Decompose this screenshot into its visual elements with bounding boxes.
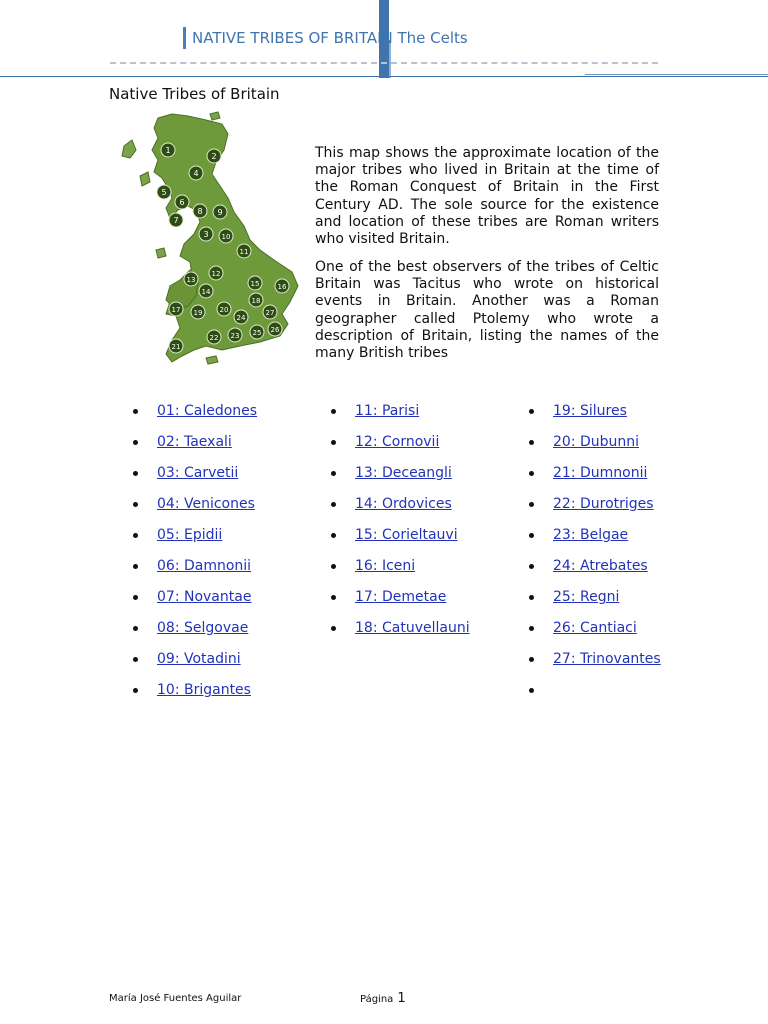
svg-text:7: 7 [173,216,179,225]
list-item [331,588,471,606]
tribe-marker [250,325,264,339]
list-item [331,495,471,513]
tribe-marker [193,204,207,218]
header-dashed-divider [110,62,658,64]
tribe-link[interactable]: 17: Demetae [355,589,447,605]
list-item [529,650,669,668]
intro-paragraph: This map shows the approximate location of the major tribes who lived in Britain at the time of the Roman Conquest of Britain in the First Century AD. The sole source for the existence and location of these tribes are Roman writers who visited Britain. [315,145,659,248]
svg-text:6: 6 [179,198,185,207]
svg-text:22: 22 [209,334,219,342]
list-item [331,464,471,482]
list-item [331,619,471,637]
tribe-marker [209,266,223,280]
svg-text:16: 16 [277,283,287,291]
tribe-link[interactable]: 19: Silures [553,403,627,419]
island-wight [206,356,218,364]
tribe-link[interactable]: 21: Dumnonii [553,465,648,481]
svg-text:8: 8 [197,207,203,216]
svg-text:27: 27 [265,309,275,317]
list-item [331,402,471,420]
tribe-marker [169,213,183,227]
list-item [133,495,273,513]
list-item [529,402,669,420]
tribe-list-column-3 [529,402,669,681]
tribe-link[interactable]: 16: Iceni [355,558,416,574]
tribe-link[interactable]: 23: Belgae [553,527,629,543]
svg-text:5: 5 [161,188,167,197]
tribe-marker [237,244,251,258]
tribe-marker [268,322,282,336]
tribe-link[interactable]: 25: Regni [553,589,620,605]
list-item [133,557,273,575]
tribe-link[interactable]: 07: Novantae [157,589,252,605]
svg-text:20: 20 [219,306,229,314]
svg-text:12: 12 [211,270,221,278]
footer-page-info [360,991,406,1006]
list-item [133,588,273,606]
svg-text:14: 14 [201,288,211,296]
tribe-link[interactable]: 24: Atrebates [553,558,648,574]
britain-tribes-map [110,110,305,368]
island-orkney [210,112,220,120]
list-item [133,464,273,482]
tribe-link[interactable]: 18: Catuvellauni [355,620,470,636]
britain-map-graphic [110,110,305,368]
document-header-title: NATIVE TRIBES OF BRITAIN The Celts [192,29,468,47]
svg-text:25: 25 [252,329,262,337]
tribe-marker [219,229,233,243]
svg-text:17: 17 [171,306,181,314]
page-number: 1 [397,991,406,1006]
tribe-link[interactable]: 06: Damnonii [157,558,252,574]
tribe-link[interactable]: 03: Carvetii [157,465,239,481]
section-title: Native Tribes of Britain [109,85,280,103]
tribe-link[interactable]: 14: Ordovices [355,496,452,512]
tribe-link[interactable]: 11: Parisi [355,403,420,419]
tribe-link[interactable]: 12: Cornovii [355,434,440,450]
tribe-marker [161,143,175,157]
list-item [133,681,273,699]
list-item [529,495,669,513]
tribe-marker [191,305,205,319]
tribe-marker [207,330,221,344]
tribe-marker [169,339,183,353]
tribe-marker [157,185,171,199]
list-item [529,464,669,482]
tribe-link[interactable]: 22: Durotriges [553,496,654,512]
list-item [529,557,669,575]
list-item [529,619,669,637]
list-item [529,588,669,606]
svg-text:4: 4 [193,169,199,178]
svg-text:13: 13 [186,276,196,284]
list-item [133,619,273,637]
tribe-marker [217,302,231,316]
tribe-marker [248,276,262,290]
tribe-marker [199,284,213,298]
list-item [331,557,471,575]
observers-paragraph: One of the best observers of the tribes of Celtic Britain was Tacitus who wrote on historical events in Britain. Another was a Roman geographer called Ptolemy who wrote a description of Britain, listing the names of the many British tribes [315,259,659,362]
list-item [133,402,273,420]
tribe-marker [199,227,213,241]
list-item [133,526,273,544]
svg-text:2: 2 [211,152,217,161]
page-label: Página [360,994,394,1005]
list-item [133,433,273,451]
tribe-link[interactable]: 04: Venicones [157,496,255,512]
svg-text:26: 26 [270,326,280,334]
tribe-marker [189,166,203,180]
tribe-link[interactable]: 08: Selgovae [157,620,249,636]
list-item [529,433,669,451]
svg-text:19: 19 [193,309,203,317]
tribe-link[interactable]: 09: Votadini [157,651,241,667]
tribe-link[interactable]: 10: Brigantes [157,682,251,698]
tribe-marker [169,302,183,316]
list-item [331,526,471,544]
svg-text:11: 11 [239,248,249,256]
header-rule [0,76,768,77]
list-item [529,526,669,544]
tribe-marker [275,279,289,293]
tribe-marker [249,293,263,307]
tribe-list-column-1 [133,402,273,712]
list-item [331,433,471,451]
tribe-link[interactable]: 20: Dubunni [553,434,640,450]
tribe-link[interactable]: 01: Caledones [157,403,258,419]
tribe-marker [228,328,242,342]
svg-text:15: 15 [250,280,260,288]
tribe-link[interactable]: 27: Trinovantes [553,651,661,667]
svg-text:21: 21 [171,343,181,351]
svg-text:1: 1 [165,146,171,155]
tribe-marker [175,195,189,209]
tribe-marker [234,310,248,324]
tribe-link[interactable]: 02: Taexali [157,434,232,450]
footer-author: María José Fuentes Aguilar [109,993,242,1004]
tribe-link[interactable]: 05: Epidii [157,527,223,543]
tribe-marker [263,305,277,319]
svg-text:9: 9 [217,208,223,217]
svg-text:23: 23 [230,332,240,340]
island-man [156,248,166,258]
tribe-list-column-2 [331,402,471,650]
svg-text:3: 3 [203,230,209,239]
header-title-marker [183,27,186,49]
svg-text:18: 18 [251,297,261,305]
tribe-link[interactable]: 26: Cantiaci [553,620,637,636]
tribe-marker [184,272,198,286]
svg-text:10: 10 [221,233,231,241]
tribe-marker [213,205,227,219]
tribe-link[interactable]: 13: Deceangli [355,465,452,481]
list-item [133,650,273,668]
header-rule-secondary [585,74,768,75]
tribe-marker [207,149,221,163]
tribe-link[interactable]: 15: Corieltauvi [355,527,458,543]
svg-text:24: 24 [236,314,246,322]
